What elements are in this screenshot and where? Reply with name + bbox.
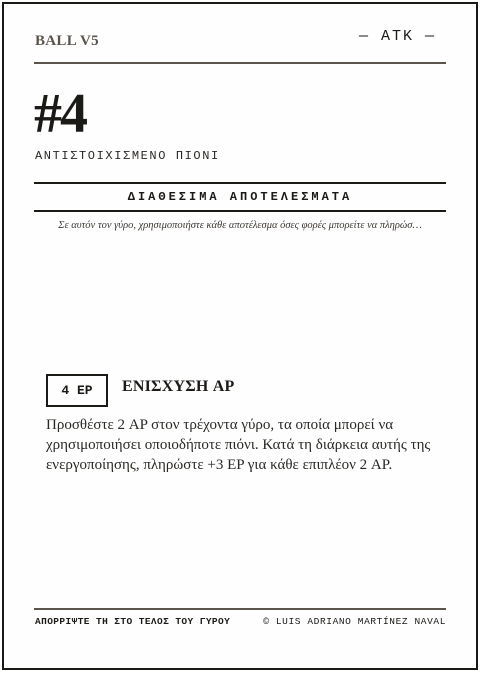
effects-section-header: ΔΙΑΘΕΣΙΜΑ ΑΠΟΤΕΛΕΣΜΑΤΑ xyxy=(34,182,446,212)
card-version: BALL V5 xyxy=(35,33,99,49)
header-divider xyxy=(34,62,446,64)
card-type-tag: — ATK — xyxy=(358,28,436,45)
effect-cost-badge: 4 EP xyxy=(46,374,108,407)
effect-description: Προσθέστε 2 AP στον τρέχοντα γύρο, τα οποία μπορεί να χρησιμοποιήσει οποιοδήποτε πιόνι. Κατά τη διάρκεια αυτής της ενεργοποίησης, πληρώστε +3 EP για κάθε επιπλέον 2 AP. xyxy=(46,417,431,473)
game-card xyxy=(2,2,478,670)
footer-divider xyxy=(34,608,446,610)
card-number: #4 xyxy=(34,83,86,145)
copyright-credit: © LUIS ADRIANO MARTÍNEZ NAVAL xyxy=(263,616,446,627)
effects-section-note: Σε αυτόν τον γύρο, χρησιμοποιήστε κάθε αποτέλεσμα όσες φορές μπορείτε να πληρώσ… xyxy=(58,220,422,231)
pawn-label: ΑΝΤΙΣΤΟΙΧΙΣΜΕΝΟ ΠΙΟΝΙ xyxy=(35,149,220,163)
discard-note: ΑΠΟΡΡΙΨΤΕ ΤΗ ΣΤΟ ΤΕΛΟΣ ΤΟΥ ΓΥΡΟΥ xyxy=(35,616,231,627)
effect-title: ΕΝΙΣΧΥΣΗ AP xyxy=(122,378,235,395)
